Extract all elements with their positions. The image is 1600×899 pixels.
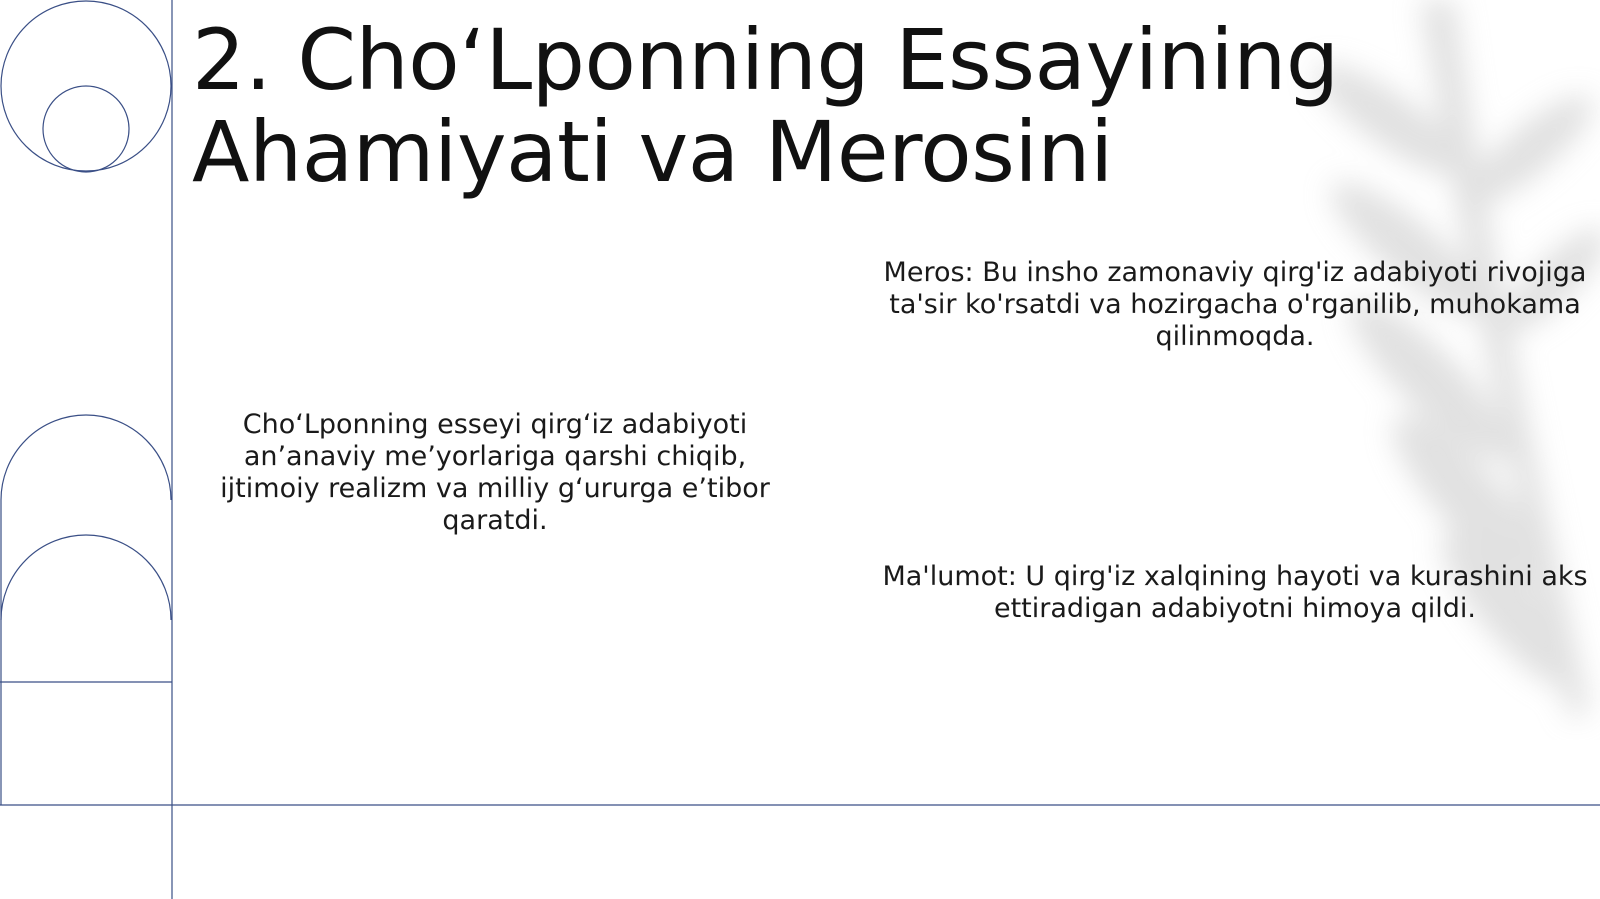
malumot-paragraph: Ma'lumot: U qirg'iz xalqining hayoti va kurashini aks ettiradigan adabiyotni himoya qildi. xyxy=(882,561,1588,624)
small-circle-outline xyxy=(43,86,129,172)
upper-arch-outline xyxy=(1,415,171,805)
slide-title: 2. Cho‘Lponning Essayining Ahamiyati va Merosini xyxy=(192,11,1339,201)
meros-paragraph: Meros: Bu insho zamonaviy qirg'iz adabiyoti rivojiga ta'sir ko'rsatdi va hozirgacha o'rganilib, muhokama qilinmoqda. xyxy=(883,257,1587,352)
left-paragraph: Cho‘Lponning esseyi qirg‘iz adabiyoti an’anaviy me’yorlariga qarshi chiqib, ijtimoiy realizm va milliy g‘ururga e’tibor qaratdi. xyxy=(220,409,770,536)
lower-arch-outline xyxy=(1,535,171,620)
